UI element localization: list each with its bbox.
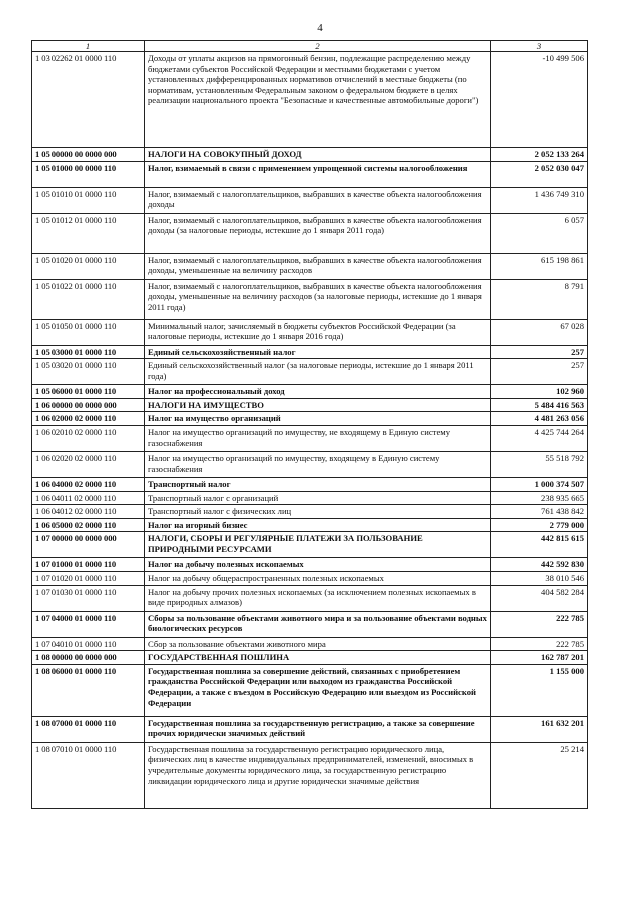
row-amount: 162 787 201	[491, 651, 588, 665]
table-row	[32, 451, 588, 477]
row-code: 1 05 01020 01 0000 110	[32, 253, 145, 279]
row-amount: 222 785	[491, 611, 588, 637]
row-amount: 2 052 133 264	[491, 148, 588, 162]
row-amount: 442 815 615	[491, 532, 588, 558]
table-row	[32, 359, 588, 385]
table-row	[32, 187, 588, 213]
table-row	[32, 425, 588, 451]
row-name: Доходы от уплаты акцизов на прямогонный бензин, подлежащие распределению между бюджетами субъектов Российской Федерации и местными бюджетами с учетом установленных дифференцированных нормативов отчислений в местные бюджеты (по нормативам, установленным Федеральным законом о федеральном бюджете в целях реализации национального проекта "Безопасные и качественные автомобильные дороги")	[145, 52, 491, 148]
row-amount: 2 779 000	[491, 518, 588, 532]
table-row	[32, 558, 588, 572]
row-code: 1 06 02020 02 0000 110	[32, 451, 145, 477]
column-header-name: 2	[145, 41, 491, 52]
row-code: 1 06 04012 02 0000 110	[32, 505, 145, 519]
row-code: 1 05 01050 01 0000 110	[32, 319, 145, 345]
table-row	[32, 385, 588, 399]
row-name: Транспортный налог с организаций	[145, 491, 491, 505]
column-header-amount: 3	[491, 41, 588, 52]
row-name: Сборы за пользование объектами животного мира и за пользование объектами водных биологических ресурсов	[145, 611, 491, 637]
row-code: 1 06 05000 02 0000 110	[32, 518, 145, 532]
row-code: 1 07 00000 00 0000 000	[32, 532, 145, 558]
row-amount: 4 481 263 056	[491, 412, 588, 426]
row-code: 1 03 02262 01 0000 110	[32, 52, 145, 148]
row-code: 1 05 01000 00 0000 110	[32, 161, 145, 187]
table-row	[32, 52, 588, 148]
row-amount: 5 484 416 563	[491, 398, 588, 412]
row-amount: -10 499 506	[491, 52, 588, 148]
table-row	[32, 505, 588, 519]
row-name: Транспортный налог с физических лиц	[145, 505, 491, 519]
row-name: Налог на игорный бизнес	[145, 518, 491, 532]
row-name: Налог на имущество организаций	[145, 412, 491, 426]
row-name: Государственная пошлина за государственную регистрацию, а также за совершение прочих юридически значимых действий	[145, 716, 491, 742]
row-name: Единый сельскохозяйственный налог (за налоговые периоды, истекшие до 1 января 2011 года)	[145, 359, 491, 385]
table-row	[32, 532, 588, 558]
row-amount: 55 518 792	[491, 451, 588, 477]
row-amount: 8 791	[491, 279, 588, 319]
table-row	[32, 651, 588, 665]
row-amount: 1 436 749 310	[491, 187, 588, 213]
row-amount: 161 632 201	[491, 716, 588, 742]
table-row	[32, 716, 588, 742]
table-row	[32, 213, 588, 253]
row-amount: 257	[491, 359, 588, 385]
table-row	[32, 664, 588, 716]
row-amount: 6 057	[491, 213, 588, 253]
table-row	[32, 491, 588, 505]
row-code: 1 08 00000 00 0000 000	[32, 651, 145, 665]
row-name: ГОСУДАРСТВЕННАЯ ПОШЛИНА	[145, 651, 491, 665]
row-amount: 67 028	[491, 319, 588, 345]
row-code: 1 08 07010 01 0000 110	[32, 742, 145, 808]
row-code: 1 05 06000 01 0000 110	[32, 385, 145, 399]
row-name: Сбор за пользование объектами животного мира	[145, 637, 491, 651]
row-name: НАЛОГИ, СБОРЫ И РЕГУЛЯРНЫЕ ПЛАТЕЖИ ЗА ПОЛЬЗОВАНИЕ ПРИРОДНЫМИ РЕСУРСАМИ	[145, 532, 491, 558]
row-code: 1 07 01030 01 0000 110	[32, 585, 145, 611]
table-row	[32, 742, 588, 808]
table-row	[32, 253, 588, 279]
row-code: 1 05 03020 01 0000 110	[32, 359, 145, 385]
row-amount: 442 592 830	[491, 558, 588, 572]
row-code: 1 05 00000 00 0000 000	[32, 148, 145, 162]
row-name: Единый сельскохозяйственный налог	[145, 345, 491, 359]
row-amount: 102 960	[491, 385, 588, 399]
table-row	[32, 611, 588, 637]
row-name: Налог на профессиональный доход	[145, 385, 491, 399]
row-name: Налог на добычу полезных ископаемых	[145, 558, 491, 572]
row-name: Государственная пошлина за государственную регистрацию юридического лица, физических лиц в качестве индивидуальных предпринимателей, изменений, вносимых в учредительные документы юридического лица, за государственную регистрацию ликвидации юридического лица и другие юридически значимые действия	[145, 742, 491, 808]
row-amount: 2 052 030 047	[491, 161, 588, 187]
table-row	[32, 637, 588, 651]
row-name: Налог, взимаемый с налогоплательщиков, выбравших в качестве объекта налогообложения доходы, уменьшенные на величину расходов	[145, 253, 491, 279]
row-name: Налог, взимаемый с налогоплательщиков, выбравших в качестве объекта налогообложения доходы (за налоговые периоды, истекшие до 1 января 2011 года)	[145, 213, 491, 253]
row-code: 1 07 04000 01 0000 110	[32, 611, 145, 637]
row-code: 1 06 00000 00 0000 000	[32, 398, 145, 412]
row-code: 1 07 01020 01 0000 110	[32, 571, 145, 585]
row-amount: 257	[491, 345, 588, 359]
row-code: 1 06 02010 02 0000 110	[32, 425, 145, 451]
table-row	[32, 345, 588, 359]
row-name: Налог на имущество организаций по имуществу, не входящему в Единую систему газоснабжения	[145, 425, 491, 451]
row-code: 1 07 04010 01 0000 110	[32, 637, 145, 651]
row-code: 1 06 02000 02 0000 110	[32, 412, 145, 426]
row-name: НАЛОГИ НА ИМУЩЕСТВО	[145, 398, 491, 412]
row-amount: 25 214	[491, 742, 588, 808]
table-row	[32, 477, 588, 491]
row-name: Налог на имущество организаций по имуществу, входящему в Единую систему газоснабжения	[145, 451, 491, 477]
row-amount: 404 582 284	[491, 585, 588, 611]
row-name: НАЛОГИ НА СОВОКУПНЫЙ ДОХОД	[145, 148, 491, 162]
row-code: 1 08 06000 01 0000 110	[32, 664, 145, 716]
row-code: 1 06 04000 02 0000 110	[32, 477, 145, 491]
row-name: Налог, взимаемый с налогоплательщиков, выбравших в качестве объекта налогообложения доходы, уменьшенные на величину расходов (за налоговые периоды, истекшие до 1 января 2011 года)	[145, 279, 491, 319]
row-name: Транспортный налог	[145, 477, 491, 491]
table-row	[32, 319, 588, 345]
page-number: 4	[317, 22, 323, 34]
row-amount: 1 000 374 507	[491, 477, 588, 491]
budget-revenue-table	[31, 40, 588, 809]
row-name: Государственная пошлина за совершение действий, связанных с приобретением гражданства Российской Федерации или выходом из гражданства Российской Федерации, а также с въездом в Российскую Федерацию или выездом из Российской Федерации	[145, 664, 491, 716]
table-row	[32, 571, 588, 585]
row-name: Налог, взимаемый с налогоплательщиков, выбравших в качестве объекта налогообложения доходы	[145, 187, 491, 213]
row-code: 1 08 07000 01 0000 110	[32, 716, 145, 742]
row-amount: 38 010 546	[491, 571, 588, 585]
row-name: Налог на добычу прочих полезных ископаемых (за исключением полезных ископаемых в виде природных алмазов)	[145, 585, 491, 611]
table-row	[32, 161, 588, 187]
row-code: 1 05 03000 01 0000 110	[32, 345, 145, 359]
row-code: 1 07 01000 01 0000 110	[32, 558, 145, 572]
row-amount: 4 425 744 264	[491, 425, 588, 451]
row-amount: 222 785	[491, 637, 588, 651]
row-code: 1 05 01010 01 0000 110	[32, 187, 145, 213]
row-code: 1 06 04011 02 0000 110	[32, 491, 145, 505]
row-name: Минимальный налог, зачисляемый в бюджеты субъектов Российской Федерации (за налоговые периоды, истекшие до 1 января 2016 года)	[145, 319, 491, 345]
table-row	[32, 518, 588, 532]
table-row	[32, 148, 588, 162]
column-header-row	[32, 41, 588, 52]
row-amount: 1 155 000	[491, 664, 588, 716]
row-amount: 615 198 861	[491, 253, 588, 279]
table-row	[32, 398, 588, 412]
row-amount: 238 935 665	[491, 491, 588, 505]
column-header-code: 1	[32, 41, 145, 52]
row-name: Налог на добычу общераспространенных полезных ископаемых	[145, 571, 491, 585]
row-code: 1 05 01012 01 0000 110	[32, 213, 145, 253]
table-row	[32, 585, 588, 611]
row-amount: 761 438 842	[491, 505, 588, 519]
row-name: Налог, взимаемый в связи с применением упрощенной системы налогообложения	[145, 161, 491, 187]
table-row	[32, 412, 588, 426]
row-code: 1 05 01022 01 0000 110	[32, 279, 145, 319]
table-row	[32, 279, 588, 319]
